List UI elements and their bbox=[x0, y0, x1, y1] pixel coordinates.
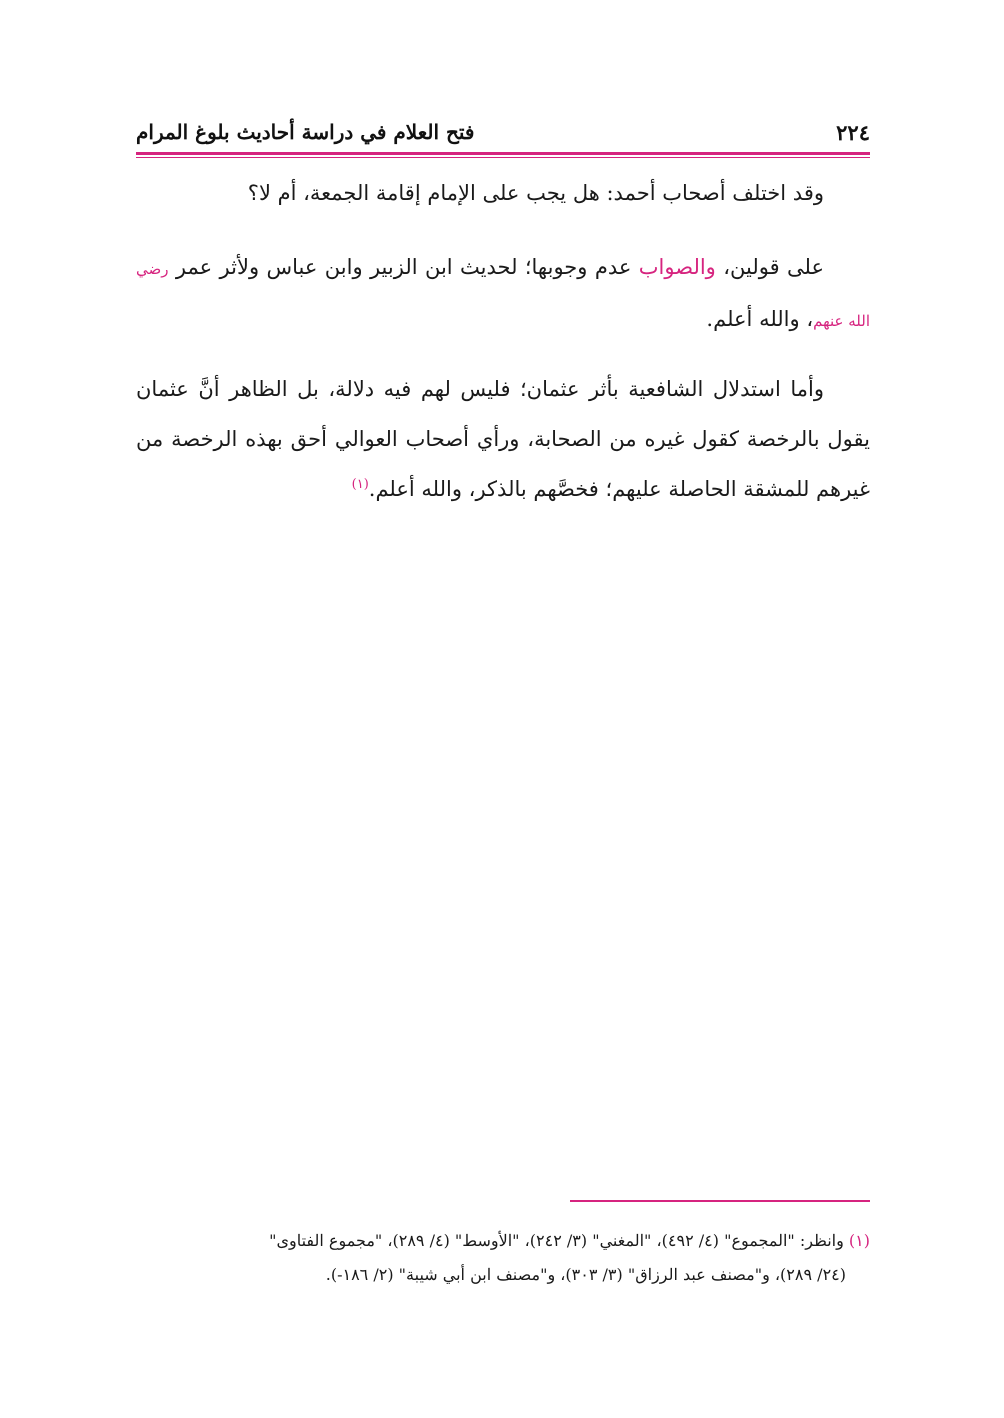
paragraph-2-end: ، والله أعلم. bbox=[706, 307, 814, 331]
footnote-number: (١) bbox=[848, 1231, 870, 1250]
paragraph-2-middle: عدم وجوبها؛ لحديث ابن الزبير وابن عباس ولأثر عمر bbox=[168, 255, 639, 279]
footnote-text-1: وانظر: "المجموع" (٤/ ٤٩٢)، "المغني" (٣/ ٢٤٢)، "الأوسط" (٤/ ٢٨٩)، "مجموع الفتاوى" bbox=[269, 1231, 849, 1250]
main-text bbox=[136, 168, 870, 532]
paragraph-2-start: على قولين، bbox=[715, 255, 824, 279]
page-number: ٢٢٤ bbox=[836, 120, 870, 145]
footnote-line-1 bbox=[136, 1224, 870, 1258]
paragraph-2 bbox=[136, 242, 870, 346]
header-rule-thick bbox=[136, 152, 870, 155]
footnote-line-2: (٢٤/ ٢٨٩)، و"مصنف عبد الرزاق" (٣/ ٣٠٣)، و"مصنف ابن أبي شيبة" (٢/ ١٨٦-). bbox=[325, 1265, 846, 1284]
book-title: فتح العلام في دراسة أحاديث بلوغ المرام bbox=[136, 120, 475, 144]
paragraph-3 bbox=[136, 364, 870, 514]
page-header bbox=[136, 118, 870, 152]
footnote-separator bbox=[570, 1200, 870, 1202]
paragraph-3-text: وأما استدلال الشافعية بأثر عثمان؛ فليس لهم فيه دلالة، بل الظاهر أنَّ عثمان يقول بالرخصة كقول غيره من الصحابة، ورأي أصحاب العوالي أحق بهذه الرخصة من غيرهم للمشقة الحاصلة عليهم؛ فخصَّهم بالذكر، والله أعلم. bbox=[136, 377, 870, 501]
footnotes bbox=[136, 1224, 870, 1292]
header-rule-thin bbox=[136, 157, 870, 158]
highlighted-term: والصواب bbox=[638, 255, 716, 279]
honorific-glyph: رضي الله عنهم bbox=[136, 260, 870, 330]
footnote-marker[interactable]: (١) bbox=[351, 477, 369, 492]
paragraph-1: وقد اختلف أصحاب أحمد: هل يجب على الإمام إقامة الجمعة، أم لا؟ bbox=[247, 181, 824, 205]
